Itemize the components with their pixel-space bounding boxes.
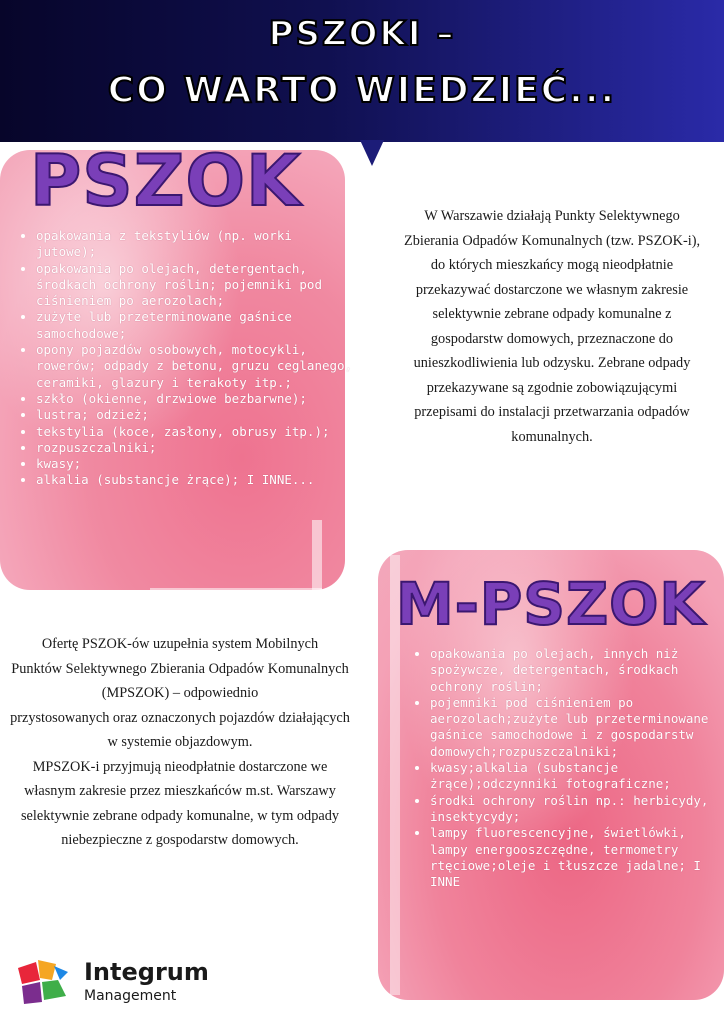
logo-name: Integrum (84, 958, 209, 986)
mpszok-paragraph-line: Punktów Selektywnego Zbierania Odpadów Komunalnych (MPSZOK) – odpowiednio (11, 660, 349, 701)
list-item: • alkalia (substancje żrące); I INNE... (36, 472, 356, 488)
list-item: • opakowania po olejach, detergentach, środkach ochrony roślin; pojemniki pod ciśnieniem po aerozolach; (36, 261, 356, 310)
intro-paragraph: W Warszawie działają Punkty Selektywnego Zbierania Odpadów Komunalnych (tzw. PSZOK-i), do których mieszkańcy mogą nieodpłatnie przekazywać dostarczone we własnym zakresie selektywnie zebrane odpady komunalne z gospodarstw domowych, przeznaczone do unieszkodliwienia lub odzysku. Zebrane odpady przekazywane są zgodnie zobowiązującymi przepisami do instalacji przetwarzania odpadów komunalnych. (403, 208, 701, 445)
list-item: • opakowania z tekstyliów (np. worki jutowe); (36, 228, 356, 261)
mpszok-paragraph-line: MPSZOK-i przyjmują nieodpłatnie dostarczone we własnym zakresie przez mieszkańców m.st. Warszawy selektywnie zebrane odpady komunalne, w tym odpady niebezpieczne z gospodarstw domowych. (20, 758, 339, 848)
list-item: • kwasy; (36, 456, 356, 472)
pszok-item-list (18, 228, 356, 489)
list-item: • lampy fluorescencyjne, świetlówki, lampy energooszczędne, termometry rtęciowe;oleje i tłuszcze jadalne; I INNE (430, 825, 724, 890)
mpszok-paragraph-line: Ofertę PSZOK-ów uzupełnia system Mobilnych (41, 636, 319, 652)
list-item: • opony pojazdów osobowych, motocykli, rowerów; odpady z betonu, gruzu ceglanego, ceramiki, glazury i terakoty itp.; (36, 342, 356, 391)
list-item: • zużyte lub przeterminowane gaśnice samochodowe; (36, 309, 356, 342)
integrum-logo-icon (14, 958, 72, 1006)
list-item: • kwasy;alkalia (substancje żrące);odczynniki fotograficzne; (430, 760, 724, 793)
banner-pointer (360, 140, 384, 166)
page-title-line1: PSZOKI – (268, 14, 456, 54)
pszok-heading: PSZOK (30, 140, 302, 222)
list-item: • tekstylia (koce, zasłony, obrusy itp.); (36, 424, 356, 440)
list-item: • szkło (okienne, drzwiowe bezbarwne); (36, 391, 356, 407)
page-title-line2: CO WARTO WIEDZIEĆ... (107, 70, 617, 111)
splash-frame-edge (150, 588, 322, 598)
list-item: • opakowania po olejach, innych niż spożywcze, detergentach, środkach ochrony roślin; (430, 646, 724, 695)
list-item: • pojemniki pod ciśnieniem po aerozolach;zużyte lub przeterminowane gaśnice samochodowe i z gospodarstw domowych;rozpuszczalniki; (430, 695, 724, 760)
list-item: • środki ochrony roślin np.: herbicydy, insektycydy; (430, 793, 724, 826)
list-item: • lustra; odzież; (36, 407, 356, 423)
logo-subtitle: Management (84, 988, 177, 1004)
mpszok-paragraph-line: przystosowanych oraz oznaczonych pojazdów działających w systemie objazdowym. (10, 709, 350, 750)
mpszok-paragraph (10, 632, 350, 853)
mpszok-heading: M-PSZOK (396, 570, 706, 638)
integrum-logo (14, 958, 224, 1008)
list-item: • rozpuszczalniki; (36, 440, 356, 456)
mpszok-item-list (412, 646, 724, 890)
